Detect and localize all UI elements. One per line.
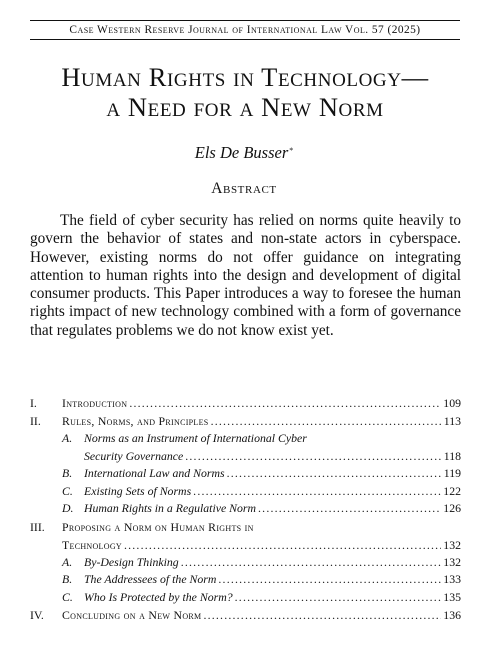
toc-page-number: 132 (443, 537, 461, 552)
toc-page-number: 109 (443, 396, 461, 410)
toc-label: The Addressees of the Norm (84, 572, 217, 586)
toc-page-number: 133 (443, 572, 461, 586)
toc-label: Existing Sets of Norms (84, 483, 192, 498)
toc-page-number: 119 (443, 466, 461, 480)
toc-page-number: 135 (443, 589, 461, 604)
toc-page-number: 126 (443, 501, 461, 515)
toc-entry-international-law-norms[interactable] (30, 465, 461, 483)
author-name: Els De Busser (194, 143, 289, 162)
toc-leader-dots (203, 606, 441, 624)
toc-page-number: 118 (443, 448, 461, 463)
toc-label-continuation: Technology (62, 537, 122, 552)
toc-entry-norms-instrument-line-2[interactable] (30, 448, 461, 466)
toc-label: Concluding on a New Norm (62, 608, 202, 622)
toc-label: Proposing a Norm on Human Rights in (62, 519, 254, 534)
toc-label: Who Is Protected by the Norm? (84, 589, 233, 604)
journal-running-header: Case Western Reserve Journal of International Law Vol. 57 (2025) (30, 20, 460, 40)
toc-label: By-Design Thinking (84, 554, 179, 569)
toc-entry-addressees-of-norm[interactable] (30, 571, 461, 589)
toc-leader-dots (211, 412, 442, 430)
toc-number: III. (30, 519, 45, 534)
toc-label-continuation: Security Governance (84, 448, 184, 463)
toc-page-number: 136 (443, 608, 461, 622)
toc-page-number: 132 (443, 554, 461, 569)
toc-number: I. (30, 396, 37, 410)
toc-label: International Law and Norms (84, 466, 225, 480)
toc-entry-existing-sets-of-norms[interactable] (30, 483, 461, 501)
toc-leader-dots (181, 554, 442, 572)
toc-entry-rules-norms-principles[interactable] (30, 412, 461, 430)
toc-label: Introduction (62, 396, 128, 410)
toc-leader-dots (129, 394, 441, 412)
abstract-heading: Abstract (211, 180, 277, 197)
toc-entry-proposing-norm-line-1[interactable] (30, 518, 461, 536)
toc-leader-dots (124, 536, 441, 554)
toc-number: C. (62, 589, 73, 604)
toc-number: D. (62, 501, 74, 515)
toc-label: Rules, Norms, and Principles (62, 414, 209, 428)
toc-leader-dots (185, 448, 441, 466)
author-footnote-mark[interactable]: * (289, 146, 294, 155)
toc-entry-by-design-thinking[interactable] (30, 554, 461, 572)
toc-number: C. (62, 483, 73, 498)
toc-label: Norms as an Instrument of International Cyber (84, 431, 307, 445)
toc-number: B. (62, 572, 73, 586)
toc-entry-who-is-protected[interactable] (30, 589, 461, 607)
toc-entry-human-rights-regulative-norm[interactable] (30, 500, 461, 518)
toc-leader-dots (227, 465, 442, 483)
toc-entry-proposing-norm-line-2[interactable] (30, 536, 461, 554)
toc-leader-dots (193, 483, 441, 501)
toc-number: A. (62, 554, 73, 569)
toc-page-number: 113 (443, 414, 461, 428)
article-title-line-1: Human Rights in Technology— (61, 62, 429, 92)
toc-number: A. (62, 431, 73, 445)
article-title (20, 62, 470, 122)
toc-leader-dots (235, 589, 442, 607)
table-of-contents (30, 394, 461, 624)
article-title-line-2: a Need for a New Norm (106, 92, 384, 122)
toc-number: II. (30, 414, 41, 428)
toc-entry-norms-instrument-line-1[interactable] (30, 430, 461, 448)
toc-entry-concluding[interactable] (30, 606, 461, 624)
toc-leader-dots (218, 571, 441, 589)
toc-leader-dots (258, 500, 441, 518)
author-line (0, 143, 488, 163)
toc-entry-introduction[interactable] (30, 394, 461, 412)
toc-page-number: 122 (443, 483, 461, 498)
abstract-text: The field of cyber security has relied on norms quite heavily to govern the behavior of states and non-state actors in cyberspace. However, existing norms do not offer guidance on integrating attention to human rights into the design and development of digital consumer products. This Paper introduces a way to foresee the human rights impact of new technology combined with a form of governance that regulates problems we do not know exist yet. (30, 212, 461, 339)
toc-label: Human Rights in a Regulative Norm (84, 501, 257, 515)
toc-number: B. (62, 466, 73, 480)
toc-number: IV. (30, 608, 44, 622)
